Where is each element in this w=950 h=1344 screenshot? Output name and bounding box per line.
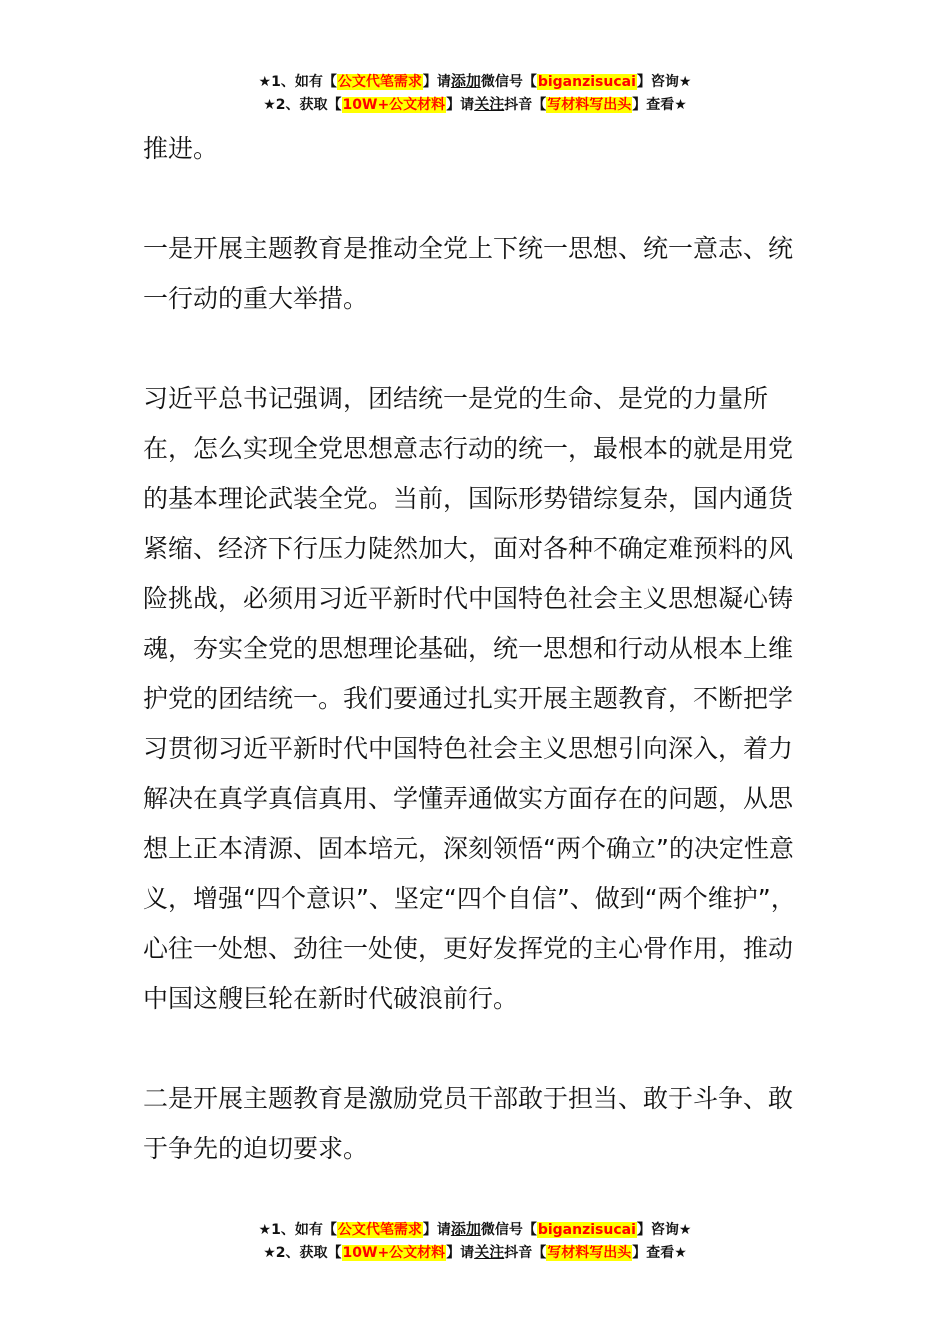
paragraph-heading-2: 二是开展主题教育是激励党员干部敢于担当、敢于斗争、敢于争先的迫切要求。 xyxy=(143,1084,794,1163)
header-banner xyxy=(0,70,950,116)
banner-line-2: ★2、获取【10W+公文材料】请关注抖音【写材料写出头】查看★ xyxy=(263,95,687,113)
paragraph-body: 习近平总书记强调，团结统一是党的生命、是党的力量所在，怎么实现全党思想意志行动的统一，最根本的就是用党的基本理论武装全党。当前，国际形势错综复杂，国内通货紧缩、经济下行压力陡然加大，面对各种不确定难预料的风险挑战，必须用习近平新时代中国特色社会主义思想凝心铸魂，夯实全党的思想理论基础，统一思想和行动从根本上维护党的团结统一。我们要通过扎实开展主题教育，不断把学习贯彻习近平新时代中国特色社会主义思想引向深入，着力解决在真学真信真用、学懂弄通做实方面存在的问题，从思想上正本清源、固本培元，深刻领悟“两个确立”的决定性意义，增强“四个意识”、坚定“四个自信”、做到“两个维护”，心往一处想、劲往一处使，更好发挥党的主心骨作用，推动中国这艘巨轮在新时代破浪前行。 xyxy=(143,384,796,1013)
highlight-douyin: 写材料写出头 xyxy=(547,1245,632,1261)
document-body xyxy=(143,124,811,1174)
highlight-wechat-id: biganzisucai xyxy=(537,74,636,90)
banner-line-1: ★1、如有【公文代笔需求】请添加微信号【biganzisucai】咨询★ xyxy=(258,1220,692,1238)
highlight-materials: 10W+公文材料 xyxy=(342,97,446,113)
footer-banner xyxy=(0,1218,950,1264)
highlight-douyin: 写材料写出头 xyxy=(547,97,632,113)
paragraph-continuation: 推进。 xyxy=(143,134,219,163)
banner-line-2: ★2、获取【10W+公文材料】请关注抖音【写材料写出头】查看★ xyxy=(263,1243,687,1261)
highlight-wechat-id: biganzisucai xyxy=(537,1222,636,1238)
highlight-materials: 10W+公文材料 xyxy=(342,1245,446,1261)
highlight-service: 公文代笔需求 xyxy=(337,1222,422,1238)
paragraph-heading-1: 一是开展主题教育是推动全党上下统一思想、统一意志、统一行动的重大举措。 xyxy=(143,234,794,313)
highlight-service: 公文代笔需求 xyxy=(337,74,422,90)
banner-line-1: ★1、如有【公文代笔需求】请添加微信号【biganzisucai】咨询★ xyxy=(258,72,692,90)
